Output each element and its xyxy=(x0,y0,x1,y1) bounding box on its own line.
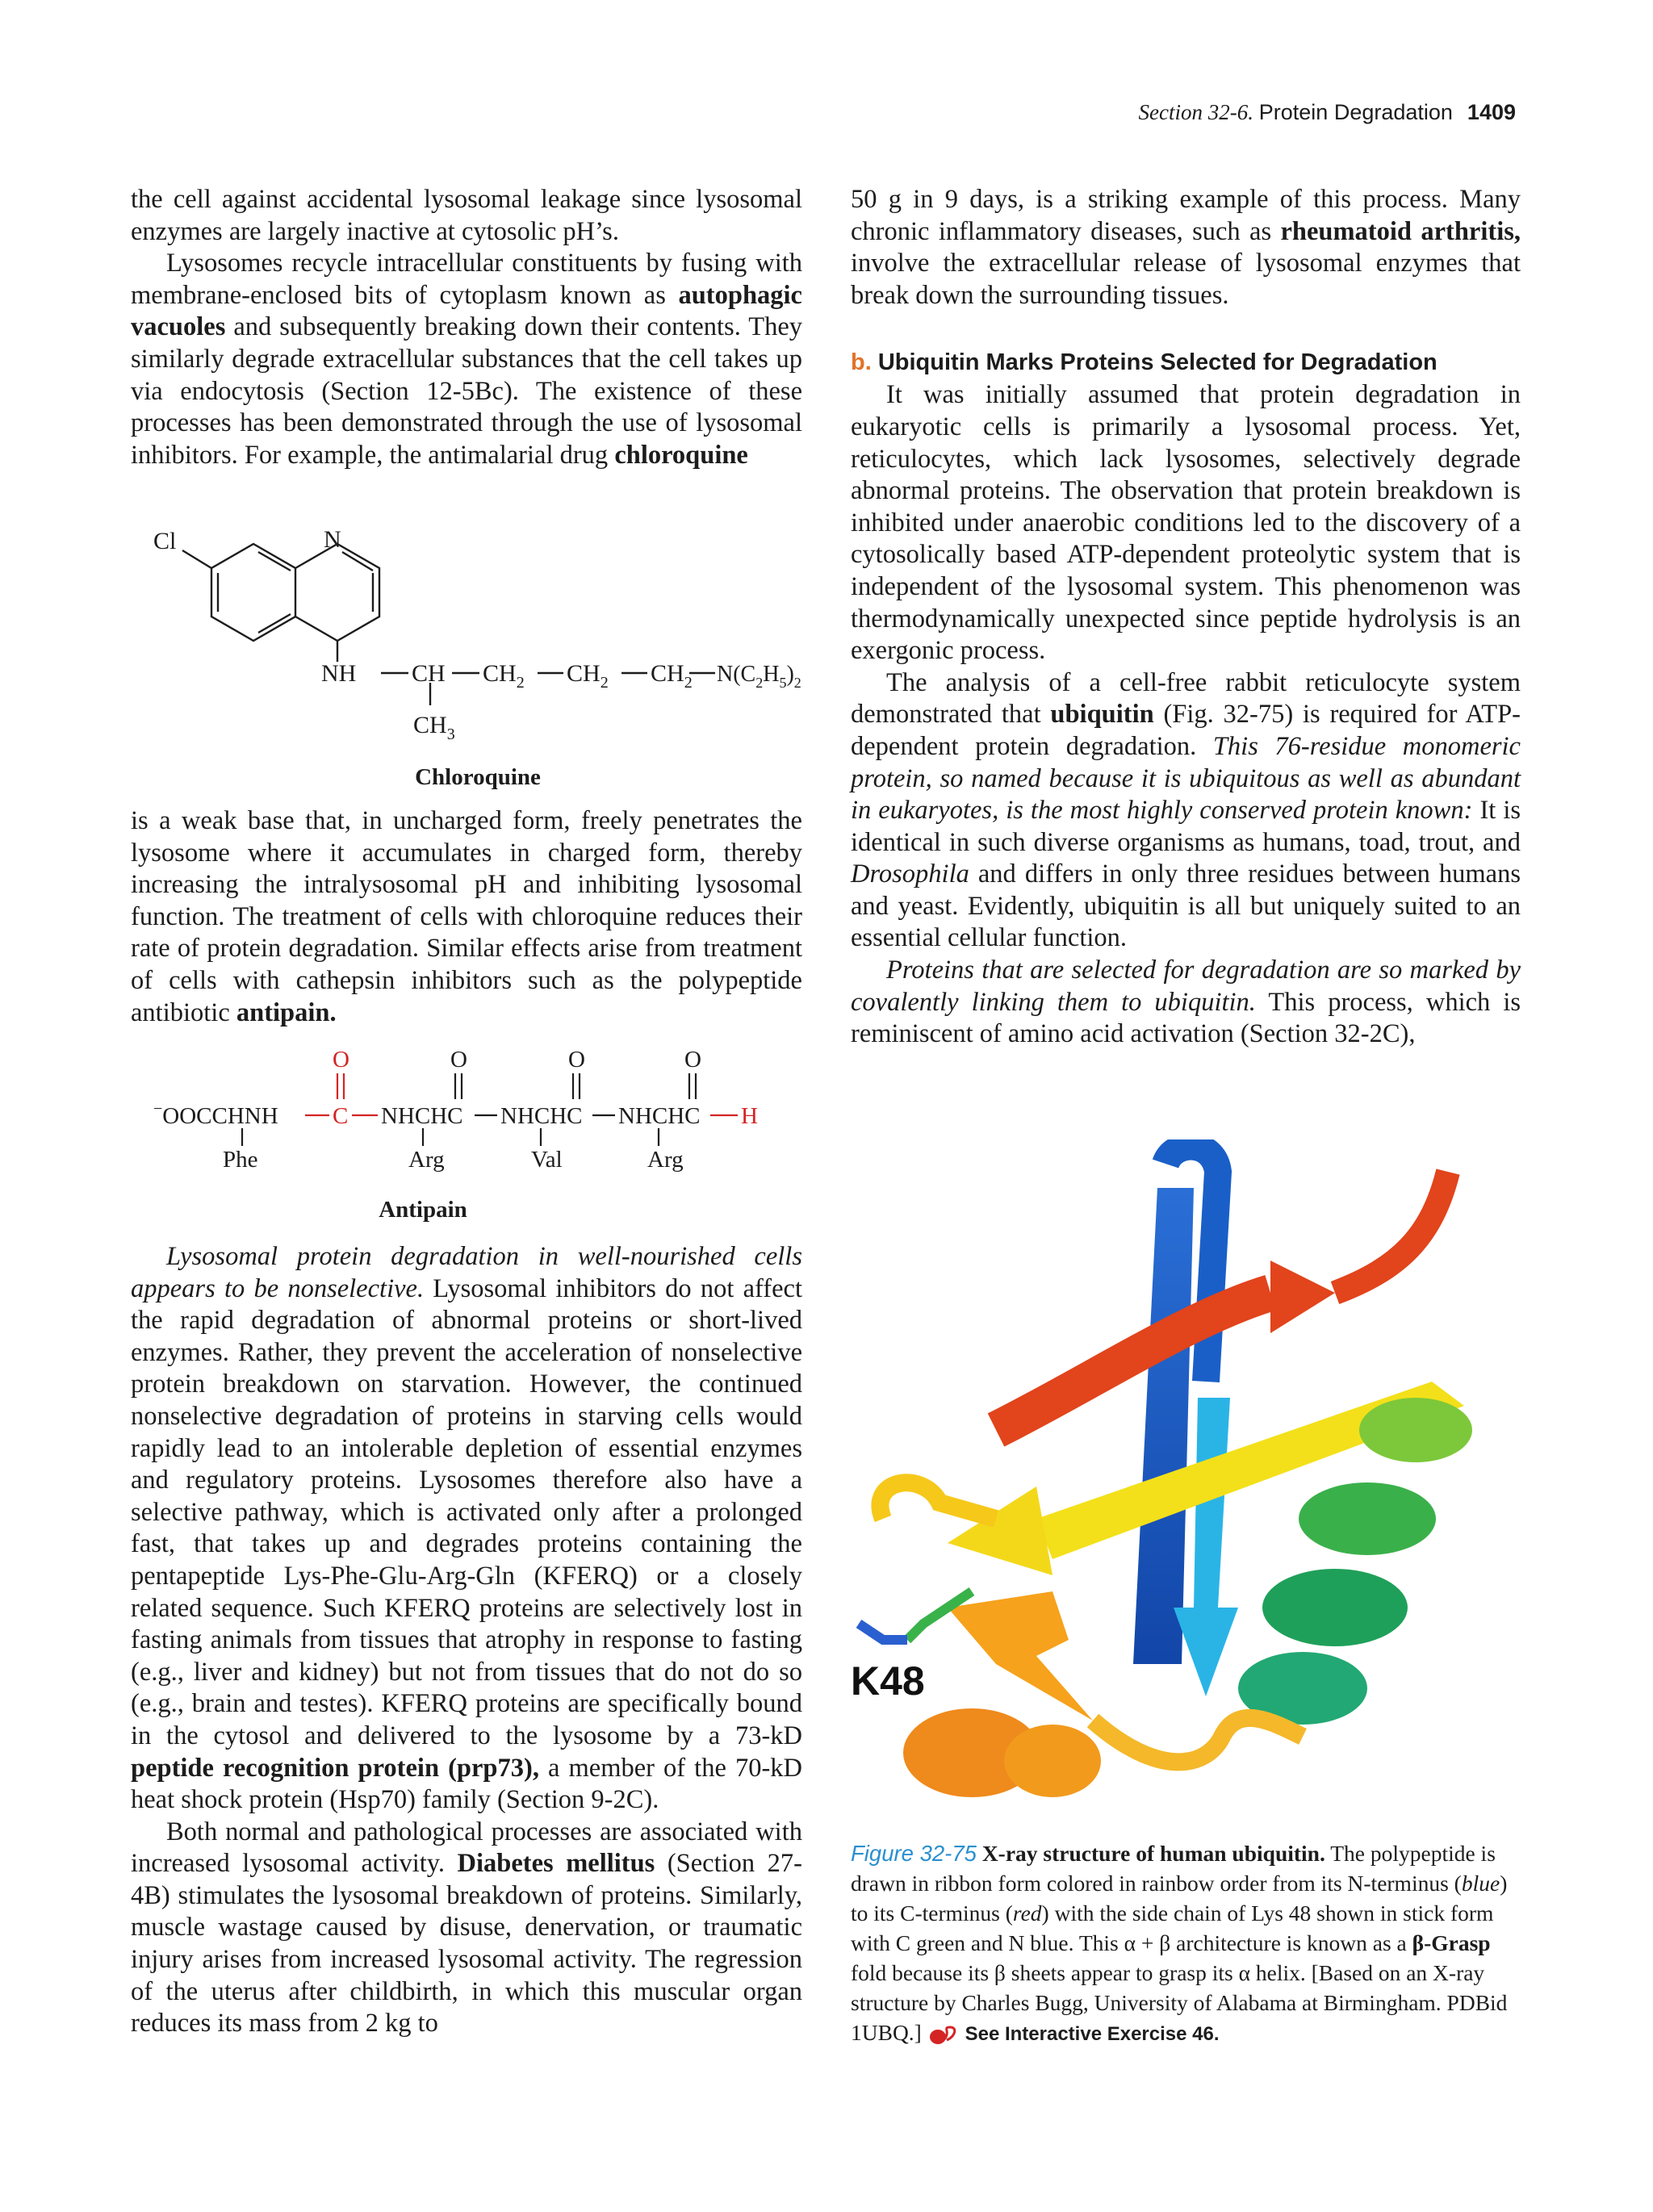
paragraph: The analysis of a cell-free rabbit reticulocyte system demonstrated that ubiquitin (Fig. 32-75) is required for ATP-dependent protein degradation. This 76-residue monomeric protein, so named because it is ubiquitous as well as abundant in eukaryotes, is the most highly conserved protein known: It is identical in such diverse organisms as humans, toad, trout, and Drosophila and differs in only three residues between humans and yeast. Evidently, ubiquitin is all but uniquely suited to an essential cellular function. xyxy=(851,667,1521,953)
chlorine-label: Cl xyxy=(153,528,177,554)
chloroquine-caption: Chloroquine xyxy=(415,764,541,790)
nh-label: NH xyxy=(321,660,357,687)
nhchc-label: NHCHC xyxy=(381,1103,463,1129)
residue-arg: Arg xyxy=(647,1147,684,1173)
blue-beta-strand xyxy=(1133,1188,1194,1664)
residue-val: Val xyxy=(531,1147,563,1173)
nhchc-label: NHCHC xyxy=(500,1103,583,1129)
ring-nitrogen-label: N xyxy=(324,526,341,553)
orange-beta-strand xyxy=(948,1591,1093,1721)
orange-alpha-helix xyxy=(903,1708,1101,1797)
section-label: Section 32-6. Protein Degradation xyxy=(1138,100,1453,124)
ch-label: CH xyxy=(412,660,446,687)
oxygen-label: O xyxy=(568,1047,585,1073)
left-column-bottom xyxy=(131,1241,802,2040)
aldehyde-h-label: H xyxy=(741,1103,758,1129)
carbonyl-carbon-label: C xyxy=(333,1103,349,1129)
paragraph: is a weak base that, in uncharged form, freely penetrates the lysosome where it accumulates in charged form, thereby increasing the intralysosomal pH and inhibiting lysosomal function. The treatment of cells with chloroquine reduces their rate of protein degradation. Similar effects arise from treatment of cells with cathepsin inhibitors such as the polypeptide antibiotic antipain. xyxy=(131,806,802,1027)
interactive-exercise-link[interactable]: See Interactive Exercise 46. xyxy=(965,2023,1220,2045)
chloroquine-structure xyxy=(145,516,807,791)
page-number: 1409 xyxy=(1467,100,1516,124)
paragraph: Lysosomes recycle intracellular constituents by fusing with membrane-enclosed bits of cytoplasm known as autophagic vacuoles and subsequently breaking down their contents. They similarly degrade extracellular substances that the cell takes up via endocytosis (Section 12-5Bc). The existence of these processes has been demonstrated through the use of lysosomal inhibitors. For example, the antimalarial drug chloroquine xyxy=(131,249,802,470)
residue-phe: Phe xyxy=(223,1147,258,1173)
oxygen-label: O xyxy=(450,1047,467,1073)
paragraph: It was initially assumed that protein degradation in eukaryotic cells is primarily a lysosomal process. Yet, reticulocytes, which lack lysosomes, selectively degrade abnormal proteins. The observation that protein breakdown is inhibited under anaerobic conditions led to the discovery of a cytosolically based ATP-dependent proteolytic system that is independent of the lysosomal system. This phenomenon was thermodynamically unexpected since peptide hydrolysis is an exergonic process. xyxy=(851,380,1521,666)
left-column-top xyxy=(131,184,802,471)
k48-label: K48 xyxy=(851,1658,925,1704)
ch3-label: $CH_3$ xyxy=(413,712,455,743)
oxygen-label: O xyxy=(684,1047,701,1073)
ch2-label: $CH_2$ xyxy=(567,660,609,692)
ch2-label: $CH_2$ xyxy=(651,660,693,692)
carboxylate-group-label: −OOCCHNH xyxy=(153,1100,278,1129)
antipain-caption: Antipain xyxy=(379,1197,467,1223)
right-column xyxy=(851,184,1521,1051)
paragraph: 50 g in 9 days, is a striking example of this process. Many chronic inflammatory diseases, such as rheumatoid arthritis, involve the extracellular release of lysosomal enzymes that break down the surrounding tissues. xyxy=(851,185,1521,310)
figure-caption: Figure 32-75 X-ray structure of human ubiquitin. The polypeptide is drawn in ribbon form colored in rainbow order from its N-terminus (blue) to its C-terminus (red) with the side chain of Lys 48 shown in stick form with C green and N blue. This α + β architecture is known as a β-Grasp fold because its β sheets appear to grasp its α helix. [Based on an X-ray structure by Charles Bugg, University of Alabama at Birmingham. PDBid 1UBQ.] See Interactive Exercise 46. xyxy=(851,1841,1508,2045)
figure-number: Figure 32-75 xyxy=(851,1841,977,1866)
interactive-exercise-icon xyxy=(927,2024,960,2047)
red-c-terminus xyxy=(1335,1172,1448,1293)
diethylamine-label: $N(C_2H_5)_2$ xyxy=(717,662,801,691)
ubiquitin-ribbon-figure xyxy=(851,1139,1521,1817)
ch2-label: $CH_2$ xyxy=(483,660,525,692)
paragraph: Proteins that are selected for degradation are so marked by covalently linking them to ubiquitin. This process, which is reminiscent of amino acid activation (Section 32-2C), xyxy=(851,955,1521,1049)
paragraph: Lysosomal protein degradation in well-nourished cells appears to be nonselective. Lysosomal inhibitors do not affect the rapid degradation of abnormal proteins or short-lived enzymes. Rather, they prevent the acceleration of nonselective protein breakdown on starvation. However, the continued nonselective degradation of proteins in starving cells would rapidly lead to an intolerable depletion of essential enzymes and regulatory proteins. Lysosomes therefore also have a selective pathway, which is activated only after a prolonged fast, that takes up and degrades proteins containing the pentapeptide Lys-Phe-Glu-Arg-Gln (KFERQ) or a closely related sequence. Such KFERQ proteins are selectively lost in fasting animals from tissues that atrophy in response to fasting (e.g., liver and kidney) but not from tissues that do not do so (e.g., brain and testes). KFERQ proteins are specifically bound in the cytosol and delivered to the lysosome by a 73-kD peptide recognition protein (prp73), a member of the 70-kD heat shock protein (Hsp70) family (Section 9-2C). xyxy=(131,1242,802,1815)
left-column-middle xyxy=(131,805,802,1029)
paragraph: the cell against accidental lysosomal leakage since lysosomal enzymes are largely inactive at cytosolic pH’s. xyxy=(131,185,802,246)
residue-arg: Arg xyxy=(408,1147,445,1173)
running-header xyxy=(1139,100,1516,125)
oxygen-label: O xyxy=(333,1047,349,1073)
subsection-heading: b. Ubiquitin Marks Proteins Selected for Degradation xyxy=(851,349,1437,376)
paragraph: Both normal and pathological processes are associated with increased lysosomal activity. Diabetes mellitus (Section 27-4B) stimulates the lysosomal breakdown of proteins. Similarly, muscle wastage caused by disuse, denervation, or traumatic injury arises from increased lysosomal activity. The regression of the uterus after childbirth, in which this muscular organ reduces its mass from 2 kg to xyxy=(131,1817,802,2038)
nhchc-label: NHCHC xyxy=(618,1103,701,1129)
antipain-structure xyxy=(145,1041,807,1227)
